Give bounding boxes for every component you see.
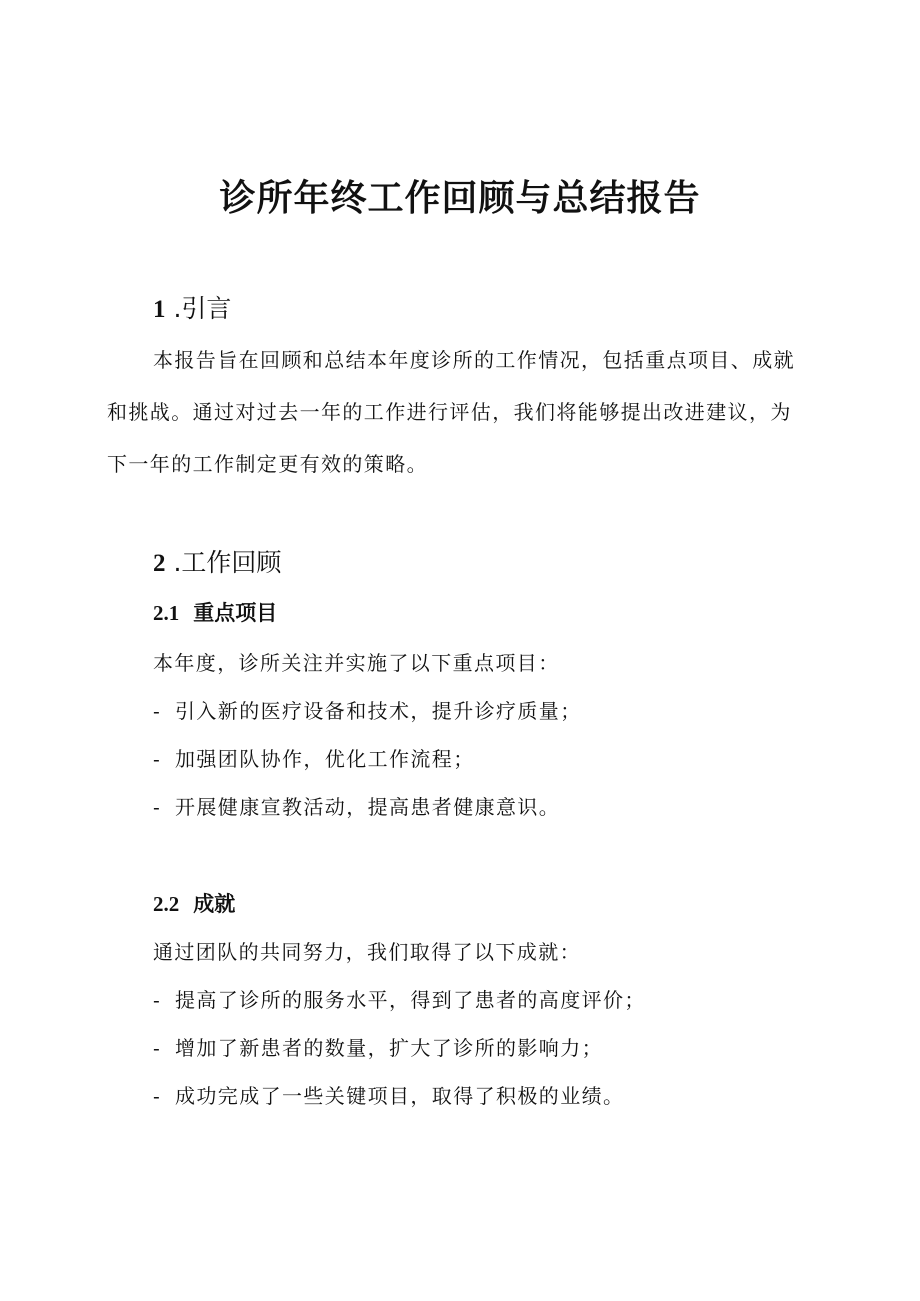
section-2-title: .工作回顾: [173, 548, 282, 577]
bullet-dash: -: [153, 1084, 162, 1108]
list-item: - 增加了新患者的数量，扩大了诊所的影响力；: [153, 1033, 603, 1063]
list-item: - 开展健康宣教活动，提高患者健康意识。: [153, 792, 560, 822]
bullet-dash: -: [153, 988, 162, 1012]
list-item: - 引入新的医疗设备和技术，提升诊疗质量；: [153, 696, 582, 726]
list-item: - 加强团队协作，优化工作流程；: [153, 744, 475, 774]
bullet-dash: -: [153, 1036, 162, 1060]
bullet-dash: -: [153, 747, 162, 771]
subsection-2-2-title: 成就: [193, 892, 236, 916]
subsection-2-1-intro: 本年度，诊所关注并实施了以下重点项目：: [153, 651, 560, 675]
bullet-dash: -: [153, 699, 162, 723]
bullet-dash: -: [153, 795, 162, 819]
section-2-number: 2: [153, 550, 166, 577]
subsection-2-2-number: 2.2: [153, 892, 180, 916]
section-1-title: .引言: [173, 294, 232, 323]
section-1-paragraph: [107, 334, 807, 490]
section-1-heading: [153, 292, 231, 327]
section-1-paragraph-text: 本报告旨在回顾和总结本年度诊所的工作情况，包括重点项目、成就和挑战。通过对过去一年的工作进行评估，我们将能够提出改进建议，为下一年的工作制定更有效的策略。: [107, 348, 795, 476]
section-2-heading: [153, 546, 281, 581]
document-title: 诊所年终工作回顾与总结报告: [219, 178, 701, 219]
subsection-2-2-heading: [153, 889, 235, 919]
subsection-2-1-title: 重点项目: [193, 601, 278, 625]
section-1-number: 1: [153, 296, 166, 323]
list-item: - 提高了诊所的服务水平，得到了患者的高度评价；: [153, 985, 646, 1015]
subsection-2-2-intro: 通过团队的共同努力，我们取得了以下成就：: [153, 940, 581, 964]
subsection-2-1-number: 2.1: [153, 601, 180, 625]
list-item: - 成功完成了一些关键项目，取得了积极的业绩。: [153, 1081, 624, 1111]
subsection-2-1-heading: [153, 598, 277, 628]
